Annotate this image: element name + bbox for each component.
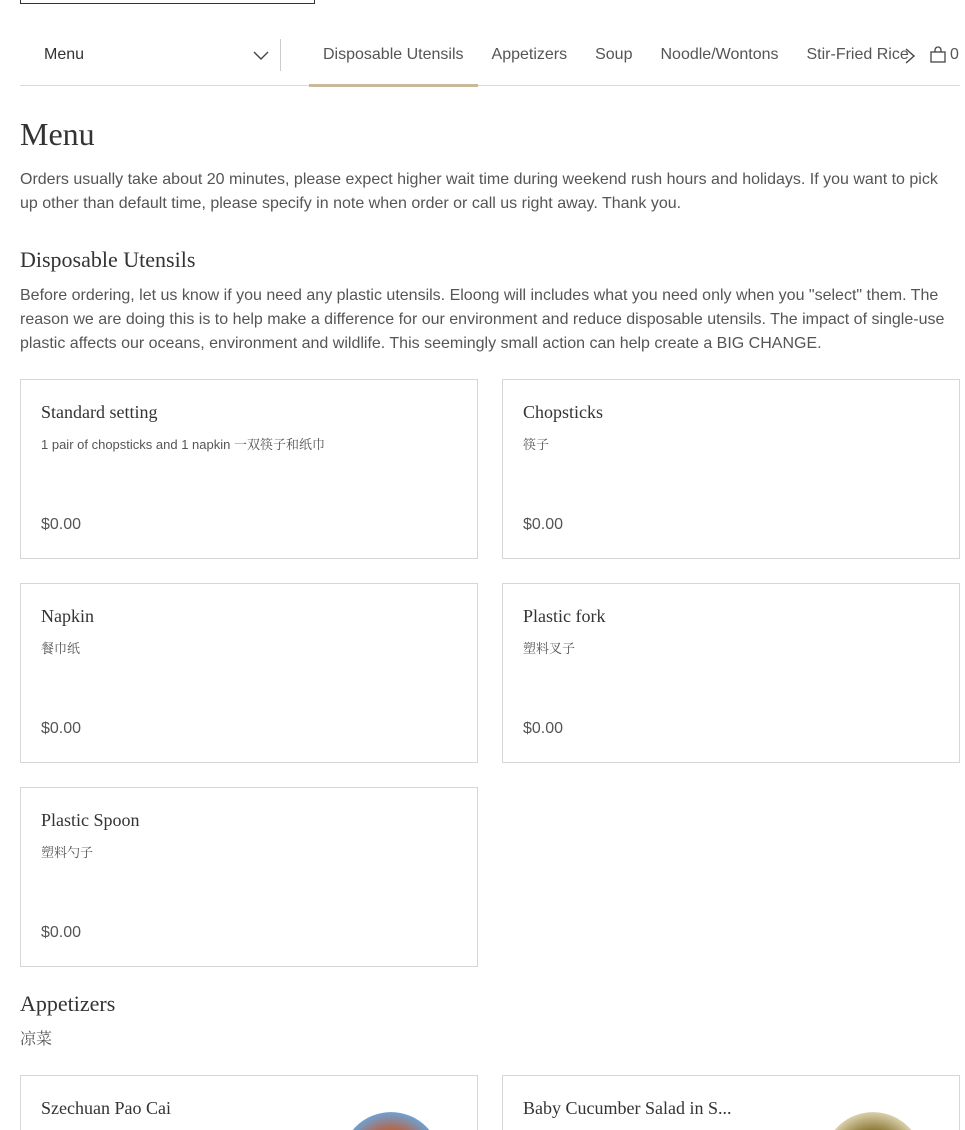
item-description: 塑料叉子	[523, 641, 576, 656]
section-title-disposable-utensils: Disposable Utensils	[20, 247, 196, 272]
tab-disposable-utensils[interactable]: Disposable Utensils	[309, 24, 478, 86]
menu-dropdown-label: Menu	[44, 46, 85, 63]
tab-noodle-wontons[interactable]: Noodle/Wontons	[660, 46, 779, 63]
menu-item-standard-setting[interactable]	[20, 379, 478, 559]
item-price: $0.00	[523, 720, 564, 737]
item-name: Standard setting	[41, 402, 158, 422]
menu-item-chopsticks[interactable]	[502, 379, 960, 559]
item-name: Chopsticks	[523, 402, 604, 422]
item-name: Szechuan Pao Cai	[41, 1098, 171, 1118]
item-description: 塑料勺子	[41, 845, 94, 860]
top-input-box	[20, 0, 315, 4]
tab-appetizers[interactable]: Appetizers	[491, 46, 568, 63]
tab-soup[interactable]: Soup	[595, 46, 633, 63]
category-tabs	[309, 24, 923, 86]
cart-button[interactable]	[929, 44, 959, 66]
menu-item-plastic-spoon[interactable]	[20, 787, 478, 967]
item-name: Plastic fork	[523, 606, 606, 626]
nav-divider	[280, 39, 281, 71]
section-description-appetizers: 凉菜	[20, 1031, 53, 1048]
section-title-appetizers: Appetizers	[20, 991, 116, 1016]
shopping-bag-icon	[929, 46, 947, 64]
page-intro: Orders usually take about 20 minutes, please expect higher wait time during weekend rush hours and holidays. If you want to pick up other than default time, please specify in note when order or call us right away. Thank you.	[20, 171, 938, 212]
item-price: $0.00	[41, 720, 82, 737]
menu-item-szechuan-pao-cai[interactable]	[20, 1075, 478, 1130]
item-name: Plastic Spoon	[41, 810, 140, 830]
item-photo	[823, 1112, 923, 1130]
item-name: Napkin	[41, 606, 94, 626]
cart-count: 0	[950, 46, 959, 63]
item-photo	[341, 1112, 441, 1130]
menu-dropdown[interactable]	[20, 38, 280, 72]
item-price: $0.00	[523, 516, 564, 533]
item-price: $0.00	[41, 924, 82, 941]
page-title: Menu	[20, 116, 95, 152]
section-description-disposable-utensils: Before ordering, let us know if you need any plastic utensils. Eloong will includes what you need only when you "select" them. The reason we are doing this is to help make a difference for our environment and reduce disposable utensils. The impact of single-use plastic affects our oceans, environment and wildlife. This seemingly small action can help create a BIG CHANGE.	[20, 287, 945, 352]
menu-nav-bar	[20, 24, 960, 86]
chevron-right-icon[interactable]	[900, 46, 920, 66]
menu-item-baby-cucumber-salad[interactable]	[502, 1075, 960, 1130]
item-description: 筷子	[523, 437, 550, 452]
item-description: 1 pair of chopsticks and 1 napkin 一双筷子和纸巾	[41, 437, 325, 452]
item-price: $0.00	[41, 516, 82, 533]
chevron-down-icon	[252, 46, 270, 64]
menu-item-plastic-fork[interactable]	[502, 583, 960, 763]
menu-item-napkin[interactable]	[20, 583, 478, 763]
item-description: 餐巾纸	[41, 641, 81, 656]
item-name: Baby Cucumber Salad in S...	[523, 1098, 732, 1118]
tab-stir-fried-rice[interactable]: Stir-Fried Rice	[806, 46, 909, 63]
